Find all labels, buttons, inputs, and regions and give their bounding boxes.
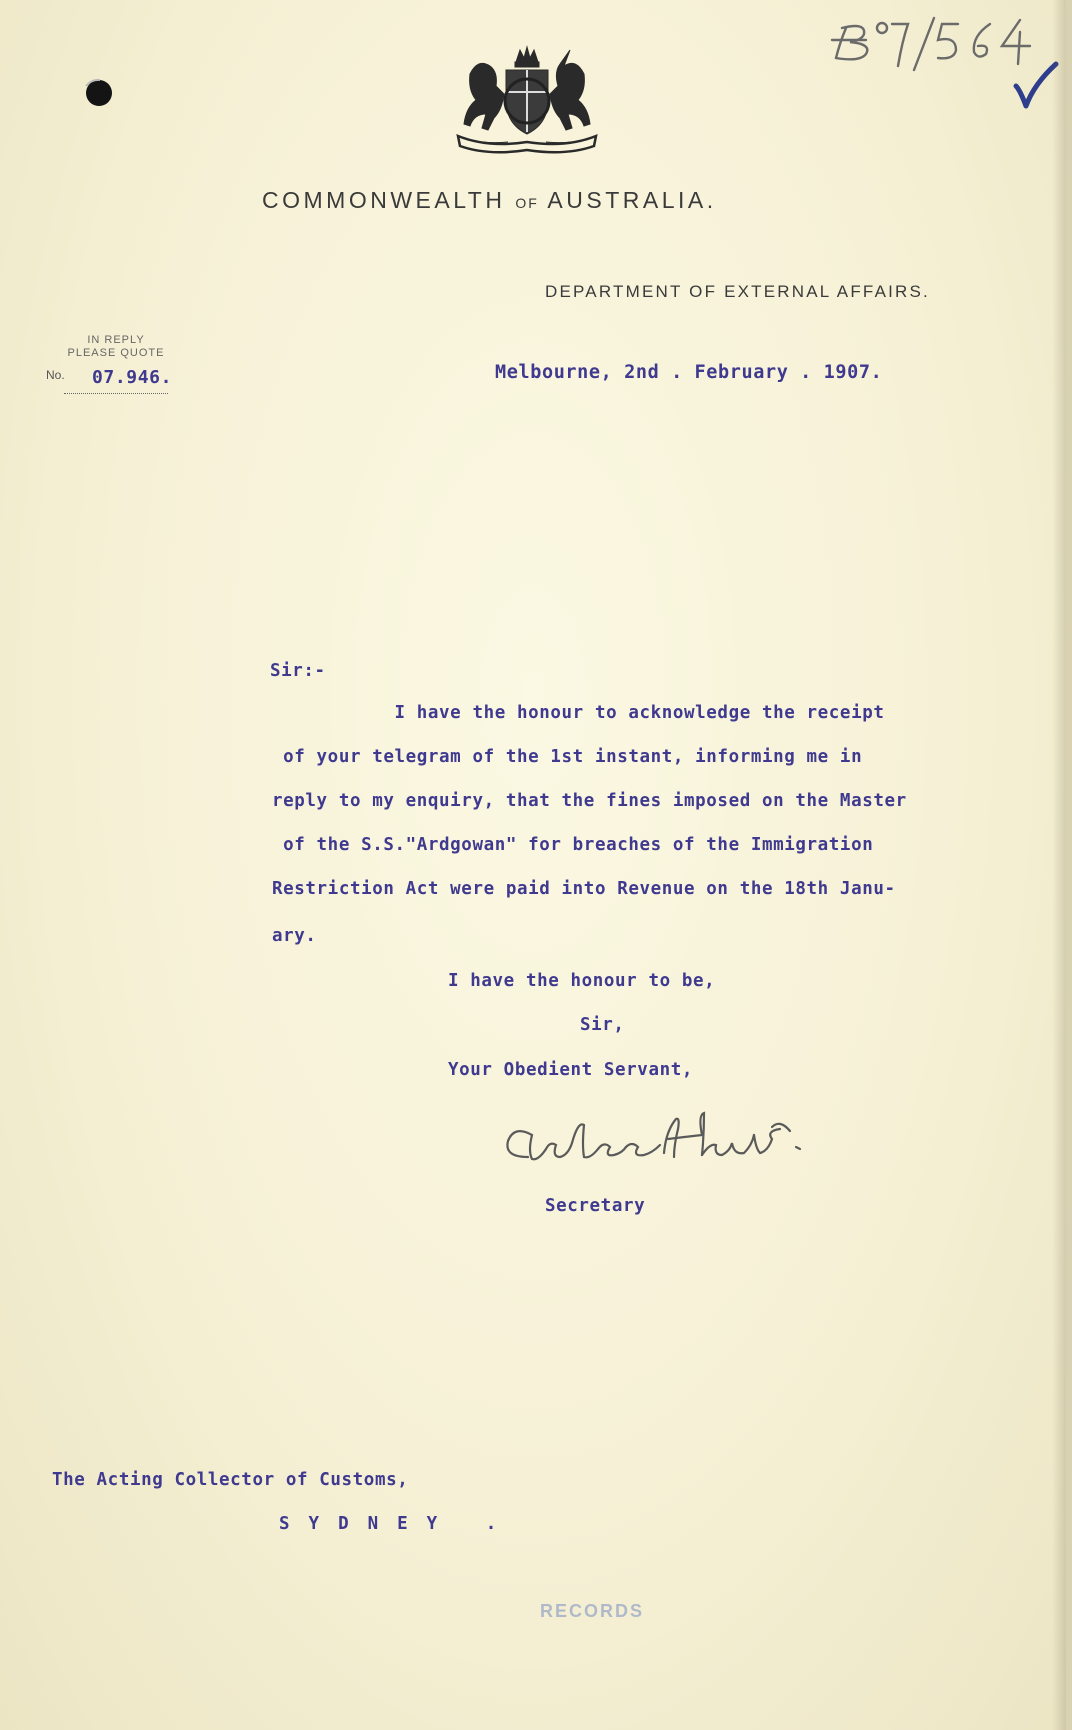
body-line: I have the honour to acknowledge the receipt [272,703,885,723]
reference-number: 07.946. [92,367,173,388]
records-stamp: RECORDS [540,1601,645,1621]
reference-no-label: No. [46,368,65,382]
title-australia: AUSTRALIA. [538,187,717,213]
punch-hole [82,76,116,110]
handwritten-signature [498,1105,838,1185]
letterhead-title [262,187,717,214]
title-commonwealth: COMMONWEALTH [262,187,516,213]
coat-of-arms-crest-icon [448,44,606,156]
reference-dotted-line [64,393,168,394]
in-reply-text: IN REPLY [87,334,145,346]
body-line: Restriction Act were paid into Revenue on the 18th Janu- [272,879,896,899]
department-name: DEPARTMENT OF EXTERNAL AFFAIRS. [545,282,930,301]
body-line: ary. [272,926,317,946]
reply-reference-label [46,334,186,360]
date-line: Melbourne, 2nd . February . 1907. [495,362,883,383]
closing-sir: Sir, [580,1015,625,1035]
paper-edge [1052,0,1066,1730]
signatory-title: Secretary [545,1196,646,1216]
closing-line: I have the honour to be, [448,971,716,991]
addressee-city: SYDNEY . [279,1514,516,1534]
closing-servant: Your Obedient Servant, [448,1060,693,1080]
title-of: OF [515,195,539,211]
please-quote-text: PLEASE QUOTE [67,347,165,359]
body-line: of your telegram of the 1st instant, informing me in [272,747,863,767]
salutation: Sir:- [270,661,326,681]
addressee-line: The Acting Collector of Customs, [52,1470,409,1490]
body-line: reply to my enquiry, that the fines imposed on the Master [272,791,907,811]
body-line: of the S.S."Ardgowan" for breaches of the Immigration [272,835,874,855]
